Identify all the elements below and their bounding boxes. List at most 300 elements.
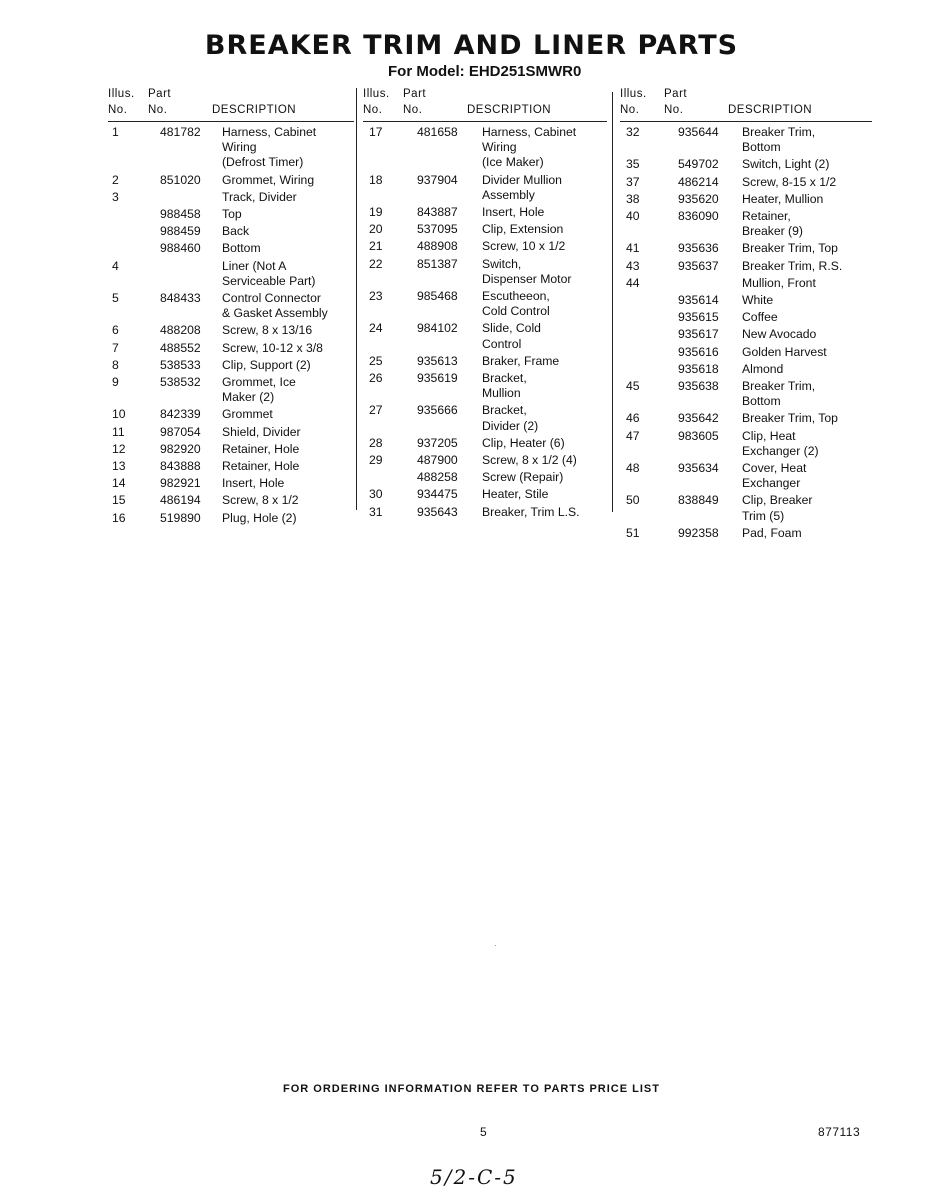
header-part: Part [148,88,172,100]
description-line: Divider Mullion [482,172,562,187]
header-description: DESCRIPTION [467,104,552,116]
part-description [482,125,607,171]
description-line: Golden Harvest [742,344,827,359]
illus-number: 15 [112,493,126,508]
description-line: Insert, Hole [222,476,285,491]
part-number: 935637 [678,258,719,273]
header-part-no: No. [664,104,684,116]
part-row [620,493,872,523]
description-line: Serviceable Part) [222,273,316,288]
part-description [222,125,354,171]
illus-number: 16 [112,510,126,525]
header-illus-no: No. [363,104,383,116]
part-description [742,327,872,342]
part-row [620,259,872,274]
model-subtitle: For Model: EHD251SMWR0 [388,63,582,80]
part-row [363,487,607,502]
part-number: 538532 [160,375,201,390]
description-line: White [742,293,774,308]
part-number: 935636 [678,241,719,256]
description-line: Top [222,207,242,222]
description-line: Insert, Hole [482,205,545,220]
part-row [363,205,607,220]
part-description [742,241,872,256]
part-row [620,293,872,308]
part-number: 935638 [678,379,719,394]
part-number: 935615 [678,310,719,325]
part-description [742,175,872,190]
part-number: 935620 [678,191,719,206]
part-number: 988458 [160,207,201,222]
part-row [620,345,872,360]
description-line: Screw, 10 x 1/2 [482,239,566,254]
part-description [742,310,872,325]
part-number: 487900 [417,453,458,468]
illus-number: 47 [626,428,640,443]
description-line: Retainer, Hole [222,459,300,474]
illus-number: 26 [369,371,383,386]
description-line: Breaker Trim, Top [742,411,838,426]
part-row [363,125,607,171]
description-line: Bracket, [482,403,527,418]
illus-number: 17 [369,125,383,139]
part-description [742,493,872,523]
description-line: (Defrost Timer) [222,155,304,170]
description-line: Control [482,336,522,351]
description-line: Screw, 8-15 x 1/2 [742,174,837,189]
part-number: 519890 [160,510,201,525]
illus-number: 9 [112,375,119,390]
part-description [742,209,872,239]
part-number: 935666 [417,403,458,418]
description-line: Bottom [742,394,781,409]
description-line: Bracket, [482,371,527,386]
description-line: Grommet, Wiring [222,172,315,187]
description-line: Retainer, Hole [222,441,300,456]
description-line: Slide, Cold [482,321,541,336]
illus-number: 22 [369,256,383,271]
part-description [482,403,607,433]
description-line: Mullion, Front [742,275,816,290]
part-number: 486194 [160,493,201,508]
column-header [363,88,607,122]
illus-number: 38 [626,191,640,206]
part-row [108,291,354,321]
part-number: 843888 [160,459,201,474]
row-gap [108,526,354,528]
part-description [222,358,354,373]
illus-number: 14 [112,476,126,491]
illus-number: 10 [112,407,126,422]
part-row [363,436,607,451]
illus-number: 12 [112,441,126,456]
part-row [620,276,872,291]
column-header [108,88,354,122]
description-line: New Avocado [742,327,817,342]
description-line: Plug, Hole (2) [222,510,297,525]
description-line: Grommet [222,407,273,422]
part-description [222,425,354,440]
illus-number: 25 [369,353,383,368]
illus-number: 27 [369,403,383,418]
page-number: 5 [480,1125,487,1139]
description-line: Grommet, Ice [222,375,296,390]
part-description [742,526,872,541]
part-row [363,505,607,520]
part-description [482,371,607,401]
part-number: 488208 [160,323,201,338]
description-line: Trim (5) [742,508,785,523]
illus-number: 41 [626,241,640,256]
part-description [482,173,607,203]
part-number: 848433 [160,291,201,306]
part-number: 935618 [678,361,719,376]
description-line: Divider (2) [482,418,539,433]
scan-speck [495,945,496,946]
description-line: Liner (Not A [222,258,287,273]
part-description [482,205,607,220]
part-row [108,476,354,491]
part-row [363,239,607,254]
illus-number: 13 [112,459,126,474]
description-line: Pad, Foam [742,525,802,540]
description-line: Screw, 8 x 13/16 [222,323,313,338]
description-line: Control Connector [222,291,321,306]
description-line: (Ice Maker) [482,155,544,170]
illus-number: 45 [626,379,640,394]
description-line: Switch, [482,256,522,271]
part-row [620,327,872,342]
column-header [620,88,872,122]
illus-number: 24 [369,321,383,336]
part-row [620,379,872,409]
row-gap [620,541,872,543]
description-line: Cold Control [482,304,550,319]
handwritten-note: 5/2-C-5 [430,1165,518,1189]
description-line: Harness, Cabinet [482,125,577,139]
description-line: Almond [742,361,784,376]
illus-number: 2 [112,172,119,187]
illus-number: 1 [112,125,119,139]
part-description [222,375,354,405]
part-row [363,289,607,319]
parts-rows [620,122,872,543]
illus-number: 40 [626,209,640,224]
part-description [482,436,607,451]
part-description [742,345,872,360]
part-row [108,323,354,338]
part-description [482,354,607,369]
part-description [482,321,607,351]
description-line: Clip, Extension [482,222,564,237]
description-line: Mullion [482,386,521,401]
illus-number: 37 [626,174,640,189]
part-number: 988459 [160,224,201,239]
part-row [108,511,354,526]
part-number: 935614 [678,293,719,308]
part-row [108,341,354,356]
description-line: Braker, Frame [482,353,560,368]
description-line: Breaker Trim, R.S. [742,258,843,273]
part-description [222,341,354,356]
description-line: Wiring [482,140,517,155]
illus-number: 32 [626,125,640,139]
part-row [108,259,354,289]
description-line: Wiring [222,140,257,155]
part-row [108,190,354,205]
description-line: Screw, 8 x 1/2 [222,493,299,508]
part-description [482,505,607,520]
description-line: Clip, Heat [742,428,796,443]
part-description [222,224,354,239]
part-number: 537095 [417,222,458,237]
part-row [620,241,872,256]
column-divider [612,92,613,512]
description-line: Retainer, [742,209,791,224]
header-part-no: No. [148,104,168,116]
part-row [620,526,872,541]
illus-number: 11 [112,424,125,439]
page-title: BREAKER TRIM AND LINER PARTS [204,30,739,61]
part-row [108,241,354,256]
parts-column-2 [363,88,607,522]
part-number: 842339 [160,407,201,422]
illus-number: 21 [369,239,383,254]
part-number: 836090 [678,209,719,224]
part-number: 935617 [678,327,719,342]
part-row [108,459,354,474]
part-description [222,476,354,491]
header-description: DESCRIPTION [728,104,813,116]
part-row [363,354,607,369]
description-line: Back [222,224,250,239]
part-number: 984102 [417,321,458,336]
part-number: 937205 [417,435,458,450]
part-row [363,403,607,433]
part-row [620,411,872,426]
part-description [222,459,354,474]
header-illus-no: No. [620,104,640,116]
part-description [482,289,607,319]
part-number: 481658 [417,125,458,139]
part-description [222,291,354,321]
ordering-note: FOR ORDERING INFORMATION REFER TO PARTS PRICE LIST [283,1083,660,1095]
illus-number: 51 [626,525,640,540]
part-description [742,125,872,155]
part-number: 935643 [417,504,458,519]
part-number: 987054 [160,424,201,439]
header-illus: Illus. [108,88,135,100]
part-number: 838849 [678,493,719,508]
part-row [620,125,872,155]
part-number: 985468 [417,289,458,304]
part-row [108,407,354,422]
part-description [482,453,607,468]
part-number: 935644 [678,125,719,139]
part-number: 992358 [678,525,719,540]
description-line: Coffee [742,310,778,325]
description-line: Breaker Trim, Top [742,241,838,256]
part-row [620,461,872,491]
part-description [222,442,354,457]
part-number: 982921 [160,476,201,491]
description-line: Maker (2) [222,390,275,405]
part-description [222,493,354,508]
part-description [742,276,872,291]
part-row [620,209,872,239]
part-number: 935613 [417,353,458,368]
part-row [363,321,607,351]
description-line: Assembly [482,187,535,202]
parts-rows [108,122,354,528]
illus-number: 30 [369,487,383,502]
part-description [222,241,354,256]
part-description [482,487,607,502]
parts-rows [363,122,607,522]
illus-number: 6 [112,323,119,338]
header-part-no: No. [403,104,423,116]
header-illus: Illus. [363,88,390,100]
description-line: Heater, Mullion [742,191,824,206]
part-description [482,239,607,254]
description-line: Switch, Light (2) [742,157,830,172]
header-part: Part [403,88,427,100]
illus-number: 5 [112,291,119,306]
part-description [742,461,872,491]
part-description [742,293,872,308]
header-part: Part [664,88,688,100]
header-illus: Illus. [620,88,647,100]
illus-number: 18 [369,172,383,187]
description-line: Screw (Repair) [482,470,564,485]
illus-number: 8 [112,357,119,372]
description-line: Track, Divider [222,189,297,204]
description-line: Breaker Trim, [742,379,816,394]
part-row [108,358,354,373]
part-description [742,379,872,409]
part-number: 481782 [160,125,201,139]
part-number: 935642 [678,411,719,426]
part-number: 851020 [160,172,201,187]
description-line: Heater, Stile [482,487,549,502]
part-row [620,362,872,377]
illus-number: 19 [369,205,383,220]
description-line: Cover, Heat [742,461,807,476]
description-line: Bottom [222,241,261,256]
part-number: 486214 [678,174,719,189]
illus-number: 31 [369,504,383,519]
part-description [482,257,607,287]
part-number: 488258 [417,470,458,485]
description-line: Dispenser Motor [482,271,572,286]
part-number: 851387 [417,256,458,271]
description-line: Breaker, Trim L.S. [482,504,580,519]
part-number: 935616 [678,344,719,359]
description-line: Shield, Divider [222,424,301,439]
part-row [108,173,354,188]
part-number: 935619 [417,371,458,386]
part-description [742,192,872,207]
description-line: Clip, Heater (6) [482,435,565,450]
description-line: Breaker (9) [742,224,803,239]
document-number: 877113 [818,1125,861,1139]
part-description [482,222,607,237]
description-line: Exchanger [742,476,801,491]
illus-number: 28 [369,435,383,450]
part-description [222,173,354,188]
description-line: Bottom [742,140,781,155]
part-number: 549702 [678,157,719,172]
illus-number: 29 [369,453,383,468]
part-description [742,411,872,426]
part-number: 983605 [678,428,719,443]
row-gap [363,520,607,522]
part-row [108,493,354,508]
part-row [363,222,607,237]
illus-number: 43 [626,258,640,273]
part-number: 934475 [417,487,458,502]
description-line: Screw, 10-12 x 3/8 [222,340,323,355]
illus-number: 50 [626,493,640,508]
part-number: 988460 [160,241,201,256]
part-description [222,511,354,526]
parts-column-1 [108,88,354,528]
part-description [482,470,607,485]
part-number: 937904 [417,172,458,187]
part-row [620,175,872,190]
part-row [108,442,354,457]
part-row [108,207,354,222]
part-description [222,259,354,289]
description-line: & Gasket Assembly [222,306,328,321]
part-row [363,173,607,203]
part-row [620,429,872,459]
part-row [108,125,354,171]
part-row [620,192,872,207]
part-row [108,224,354,239]
description-line: Screw, 8 x 1/2 (4) [482,453,577,468]
part-row [363,470,607,485]
illus-number: 48 [626,461,640,476]
illus-number: 7 [112,340,119,355]
part-row [620,157,872,172]
illus-number: 23 [369,289,383,304]
header-illus-no: No. [108,104,128,116]
part-description [222,207,354,222]
illus-number: 4 [112,258,119,273]
description-line: Clip, Breaker [742,493,813,508]
description-line: Breaker Trim, [742,125,816,139]
part-number: 982920 [160,441,201,456]
illus-number: 44 [626,275,640,290]
part-description [222,407,354,422]
column-divider [356,88,357,510]
part-row [108,375,354,405]
part-description [742,362,872,377]
part-number: 538533 [160,357,201,372]
description-line: Escutheeon, [482,289,550,304]
part-row [363,257,607,287]
parts-column-3 [620,88,872,543]
illus-number: 46 [626,411,640,426]
part-row [363,453,607,468]
part-number: 488552 [160,340,201,355]
part-description [742,429,872,459]
header-description: DESCRIPTION [212,104,297,116]
part-description [742,259,872,274]
description-line: Clip, Support (2) [222,357,311,372]
part-description [742,157,872,172]
